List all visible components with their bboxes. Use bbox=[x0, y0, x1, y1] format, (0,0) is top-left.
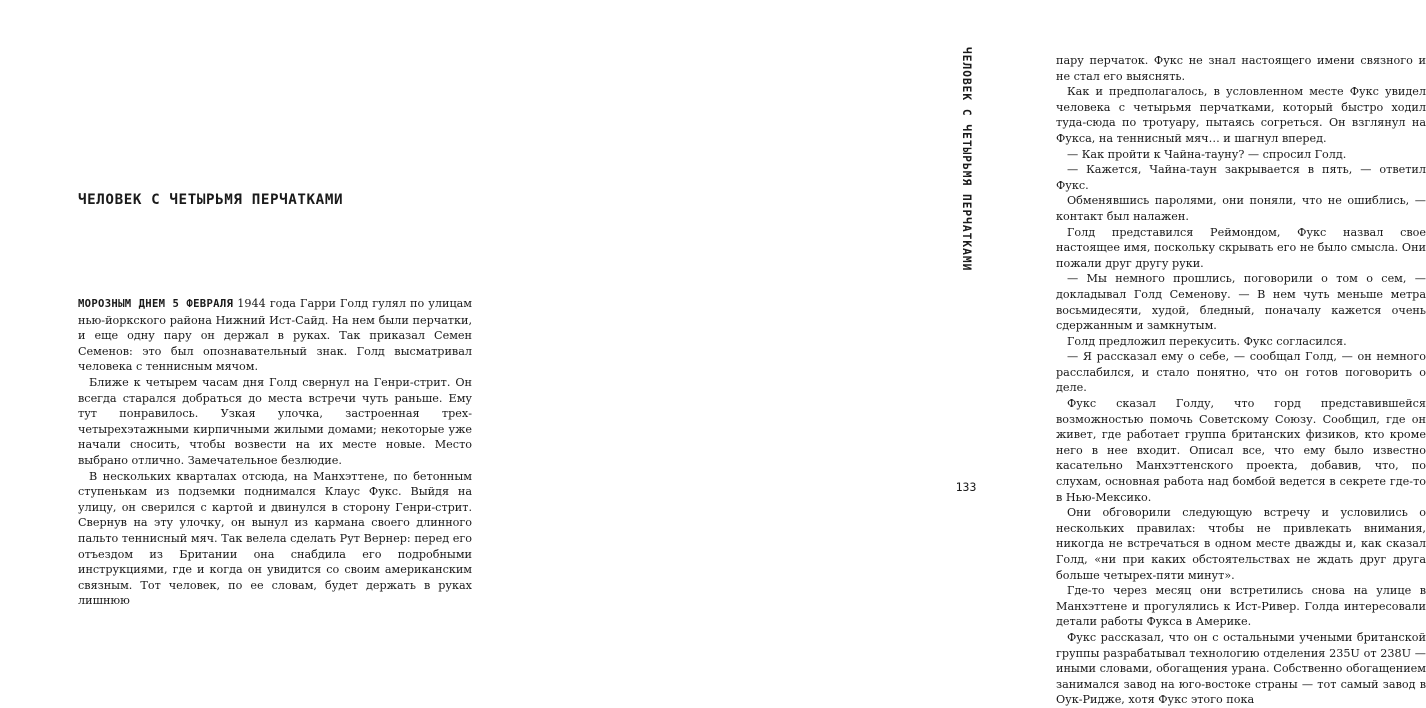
paragraph: Ближе к четырем часам дня Голд свернул на Генри-стрит. Он всегда старался добраться до места встречи чуть раньше. Ему тут понравилось. Узкая улочка, застроенная трех-четырехэтажными кирпичными жилыми домами; некоторые уже начали сносить, чтобы возвести на их месте новые. Место выбрано отлично. Замечательное безлюдие. bbox=[78, 375, 472, 467]
paragraph: пару перчаток. Фукс не знал настоящего имени связного и не стал его выяснять. bbox=[1056, 54, 1426, 83]
paragraph: Фукс сказал Голду, что горд представившейся возможностью помочь Советскому Союзу. Сообщил, где он живет, где работает группа британских физиков, кто кроме него в нее входит. Описал все, что ему было известно касательно Манхэттенского проекта, добавив, что, по слухам, основная работа над бомбой ведется в секрете где-то в Нью-Мексико. bbox=[1056, 397, 1426, 504]
paragraph: — Я рассказал ему о себе, — сообщал Голд, — он немного расслабился, и стало понятно, что он готов поговорить о деле. bbox=[1056, 350, 1426, 395]
paragraph bbox=[78, 296, 472, 375]
paragraph: — Кажется, Чайна-таун закрывается в пять, — ответил Фукс. bbox=[1056, 163, 1426, 192]
paragraph: Где-то через месяц они встретились снова на улице в Манхэттене и прогулялись к Ист-Ривер. Голда интересовали детали работы Фукса в Америке. bbox=[1056, 584, 1426, 629]
paragraph: Фукс рассказал, что он с остальными учеными британской группы разрабатывал технологию отделения 235U от 238U — иными словами, обогащения урана. Собственно обогащением занимался завод на юго-востоке страны — тот самый завод в Оук-Ридже, хотя Фукс этого пока bbox=[1056, 630, 1426, 707]
left-body-text bbox=[78, 296, 472, 609]
paragraph: — Как пройти к Чайна-тауну? — спросил Голд. bbox=[1067, 147, 1347, 161]
running-head: ЧЕЛОВЕК С ЧЕТЫРЬМЯ ПЕРЧАТКАМИ bbox=[960, 47, 973, 272]
right-page bbox=[500, 0, 1426, 707]
paragraph: Как и предполагалось, в условленном месте Фукс увидел человека с четырьмя перчатками, который быстро ходил туда-сюда по тротуару, пытаясь согреться. Он взглянул на Фукса, на теннисный мяч… и шагнул вперед. bbox=[1056, 85, 1426, 145]
paragraph: Обменявшись паролями, они поняли, что не ошиблись, — контакт был налажен. bbox=[1056, 194, 1426, 223]
paragraph: Голд представился Реймондом, Фукс назвал свое настоящее имя, поскольку скрывать его не было смысла. Они пожали друг другу руки. bbox=[1056, 225, 1426, 270]
lead-in: МОРОЗНЫМ ДНЕМ 5 ФЕВРАЛЯ bbox=[78, 298, 234, 310]
chapter-title: ЧЕЛОВЕК С ЧЕТЫРЬМЯ ПЕРЧАТКАМИ bbox=[78, 192, 344, 208]
paragraph: Они обговорили следующую встречу и условились о нескольких правилах: чтобы не привлекать внимания, никогда не встречаться в одном месте дважды и, как сказал Голд, «ни при каких обстоятельствах не ждать друг друга больше четырех-пяти минут». bbox=[1056, 506, 1426, 582]
paragraph-text: 1944 года Гарри Голд гулял по улицам нью-йоркского района Нижний Ист-Сайд. На нем были перчатки, и еще одну пару он держал в руках. Так приказал Семен Семенов: это был опознавательный знак. Голд высматривал человека с теннисным мячом. bbox=[78, 297, 473, 374]
left-page bbox=[0, 0, 500, 616]
paragraph: В нескольких кварталах отсюда, на Манхэттене, по бетонным ступенькам из подземки поднимался Клаус Фукс. Выйдя на улицу, он сверился с картой и двинулся в сторону Генри-стрит. Свернув на эту улочку, он вынул из кармана своего длинного пальто теннисный мяч. Так велела сделать Рут Вернер: перед его отъездом из Британии она снабдила его подробными инструкциями, где и когда он увидится со своим американским связным. Тот человек, по ее словам, будет держать в руках лишнюю bbox=[78, 469, 472, 608]
paragraph: — Мы немного прошлись, поговорили о том о сем, — докладывал Голд Семенову. — В нем чуть меньше метра восьмидесяти, худой, бледный, поначалу кажется очень сдержанным и замкнутым. bbox=[1056, 272, 1426, 333]
paragraph: Голд предложил перекусить. Фукс согласился. bbox=[1067, 334, 1347, 348]
right-text-column bbox=[1056, 53, 1426, 708]
page-number: 133 bbox=[955, 480, 977, 494]
